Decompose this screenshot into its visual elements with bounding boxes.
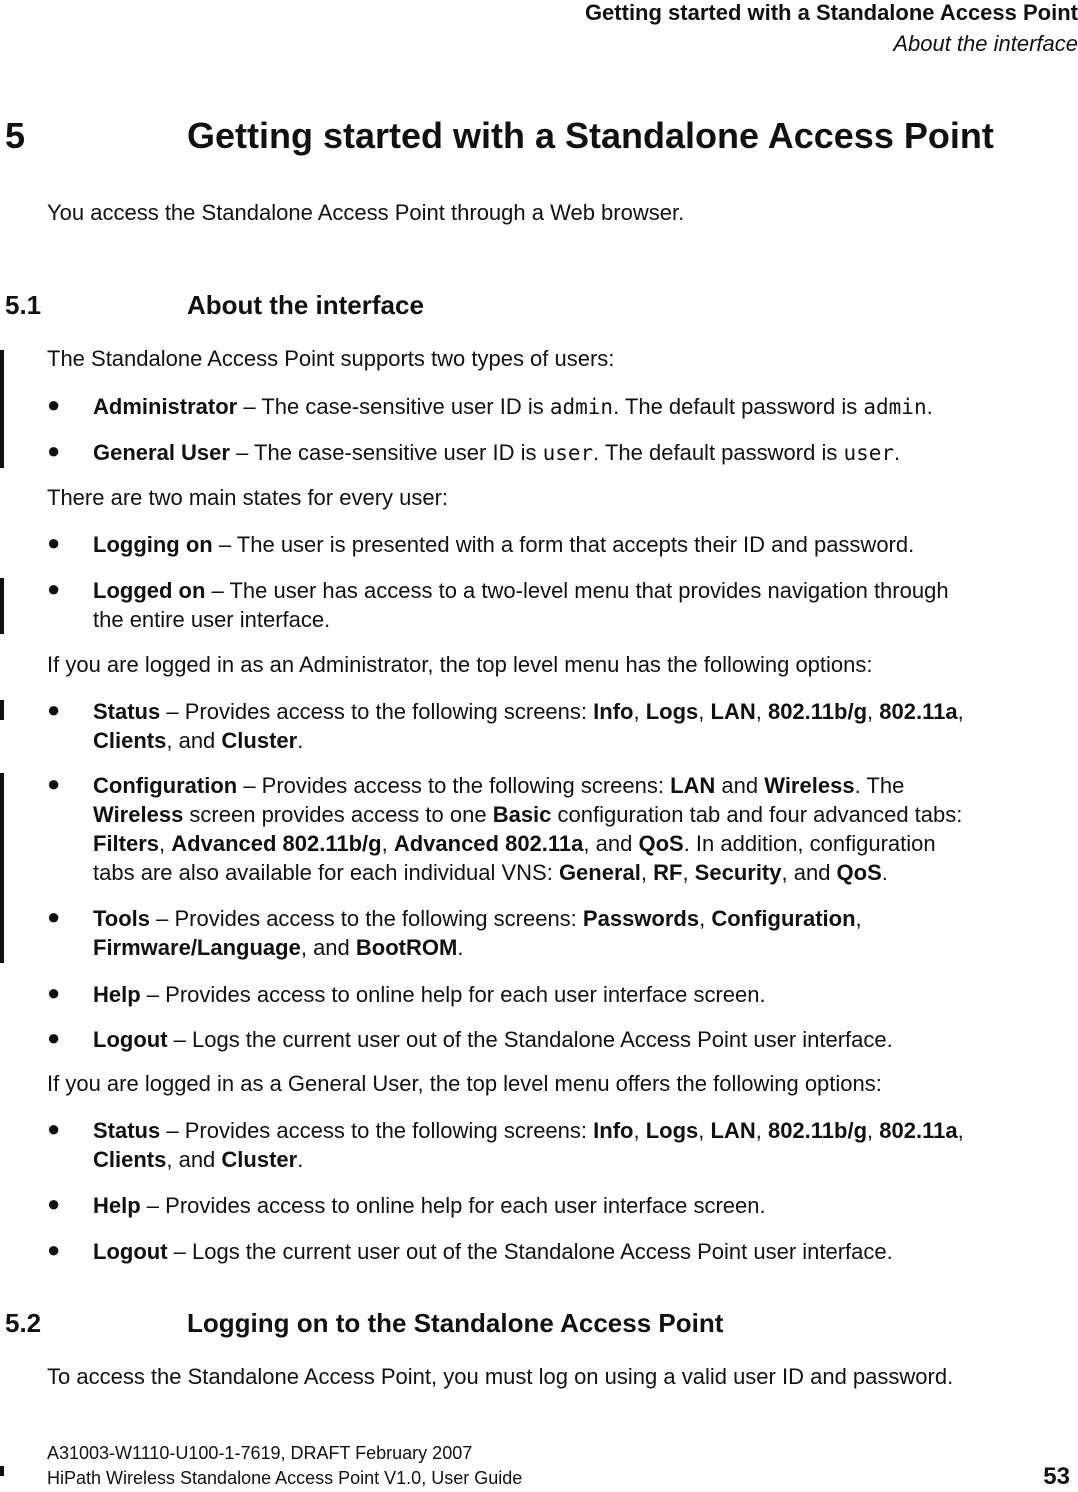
list-item-text: Filters, Advanced 802.11b/g, Advanced 802.11a, and QoS. In addition, configuration xyxy=(93,831,936,856)
bullet-icon: ● xyxy=(47,904,61,929)
states-intro: There are two main states for every user: xyxy=(47,485,449,510)
change-bar xyxy=(0,578,4,634)
list-item-text: Logging on – The user is presented with a form that accepts their ID and password. xyxy=(93,532,915,557)
list-item-text: Administrator – The case-sensitive user ID is admin. The default password is admin. xyxy=(93,394,933,419)
section-heading-5-2 xyxy=(5,1308,723,1339)
bullet-icon: ● xyxy=(47,1237,61,1262)
list-item-text: Firmware/Language, and BootROM. xyxy=(93,935,464,960)
list-item-text: Tools – Provides access to the following screens: Passwords, Configuration, xyxy=(93,906,862,931)
bullet-icon: ● xyxy=(47,530,61,555)
bullet-icon: ● xyxy=(47,438,61,463)
section-title: Logging on to the Standalone Access Point xyxy=(187,1308,724,1338)
section-5-2-text: To access the Standalone Access Point, you must log on using a valid user ID and password. xyxy=(47,1364,954,1389)
users-intro: The Standalone Access Point supports two types of users: xyxy=(47,346,615,371)
list-item-text: Help – Provides access to online help for each user interface screen. xyxy=(93,982,766,1007)
bullet-icon: ● xyxy=(47,1191,61,1216)
list-item-text: the entire user interface. xyxy=(93,607,331,632)
bullet-icon: ● xyxy=(47,1025,61,1050)
list-item-text: tabs are also available for each individual VNS: General, RF, Security, and QoS. xyxy=(93,860,888,885)
section-number: 5.2 xyxy=(5,1308,42,1338)
change-bar xyxy=(0,773,4,963)
bullet-icon: ● xyxy=(47,771,61,796)
list-item-text: Wireless screen provides access to one Basic configuration tab and four advanced tabs: xyxy=(93,802,963,827)
list-item-text: Logged on – The user has access to a two-level menu that provides navigation through xyxy=(93,578,949,603)
list-item-text: Logout – Logs the current user out of the Standalone Access Point user interface. xyxy=(93,1239,893,1264)
chapter-intro: You access the Standalone Access Point through a Web browser. xyxy=(47,200,685,225)
bullet-icon: ● xyxy=(47,392,61,417)
chapter-heading xyxy=(5,115,994,157)
list-item-text: Clients, and Cluster. xyxy=(93,1147,304,1172)
list-item-text: Status – Provides access to the following screens: Info, Logs, LAN, 802.11b/g, 802.11a, xyxy=(93,699,964,724)
list-item-text: Logout – Logs the current user out of the Standalone Access Point user interface. xyxy=(93,1027,893,1052)
running-header-subtitle: About the interface xyxy=(893,31,1078,56)
change-bar xyxy=(0,350,4,468)
bullet-icon: ● xyxy=(47,1116,61,1141)
section-title: About the interface xyxy=(187,290,424,320)
change-bar xyxy=(0,700,4,720)
footer-mark xyxy=(0,1466,4,1476)
page-number: 53 xyxy=(1043,1463,1070,1490)
running-header-title: Getting started with a Standalone Access Point xyxy=(584,0,1078,25)
list-item-text: General User – The case-sensitive user ID is user. The default password is user. xyxy=(93,440,901,465)
list-item-text: Status – Provides access to the following screens: Info, Logs, LAN, 802.11b/g, 802.11a, xyxy=(93,1118,964,1143)
footer-doc-title: HiPath Wireless Standalone Access Point V1.0, User Guide xyxy=(47,1468,523,1488)
chapter-number: 5 xyxy=(5,115,26,156)
list-item-text: Help – Provides access to online help for each user interface screen. xyxy=(93,1193,766,1218)
general-menu-intro: If you are logged in as a General User, the top level menu offers the following options: xyxy=(47,1071,882,1096)
bullet-icon: ● xyxy=(47,697,61,722)
list-item-text: Configuration – Provides access to the following screens: LAN and Wireless. The xyxy=(93,773,905,798)
chapter-title: Getting started with a Standalone Access Point xyxy=(187,115,994,156)
bullet-icon: ● xyxy=(47,576,61,601)
section-number: 5.1 xyxy=(5,290,42,320)
admin-menu-intro: If you are logged in as an Administrator, the top level menu has the following options: xyxy=(47,652,873,677)
section-heading-5-1 xyxy=(5,290,424,321)
bullet-icon: ● xyxy=(47,980,61,1005)
footer-doc-id: A31003-W1110-U100-1-7619, DRAFT February 2007 xyxy=(47,1443,473,1463)
list-item-text: Clients, and Cluster. xyxy=(93,728,304,753)
